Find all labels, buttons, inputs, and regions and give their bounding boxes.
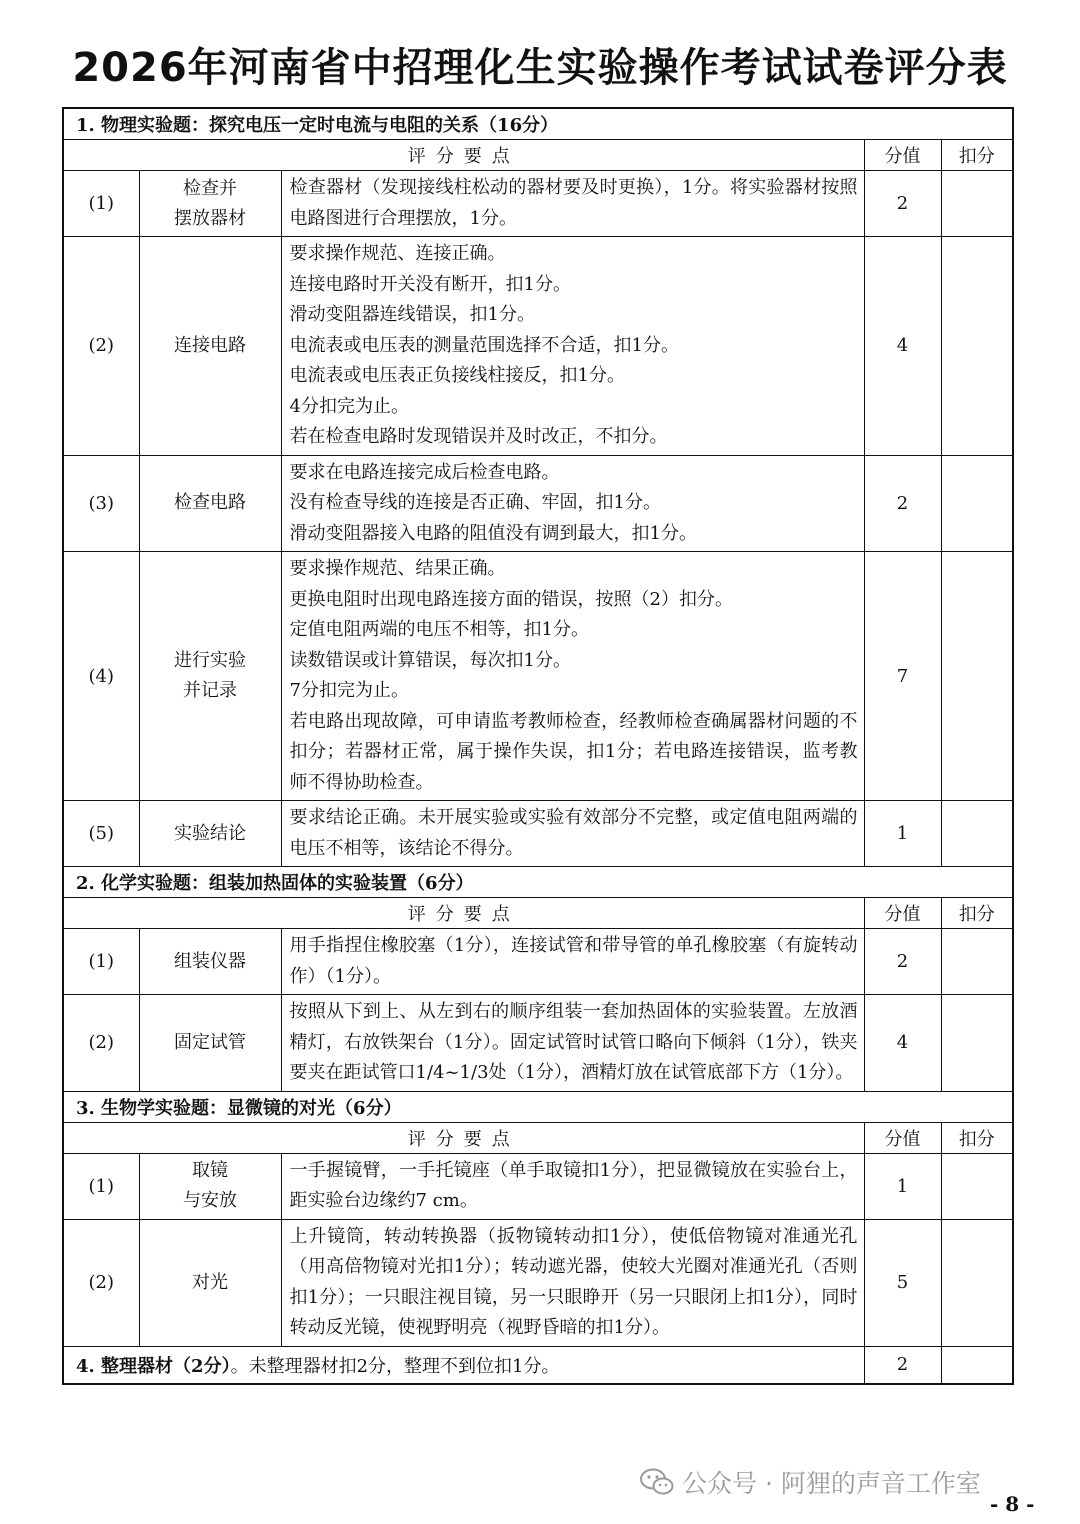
item-number: (3) xyxy=(63,455,139,552)
deduct-cell[interactable] xyxy=(941,801,1013,867)
item-name-line: 进行实验 xyxy=(174,650,246,671)
header-criteria: 评分要点 xyxy=(63,898,864,929)
table-row xyxy=(63,1153,1013,1219)
item-name xyxy=(139,171,281,237)
item-criteria xyxy=(281,171,864,237)
item-score: 2 xyxy=(864,171,941,237)
item-name-line: 固定试管 xyxy=(174,1031,246,1053)
item-name xyxy=(139,455,281,552)
item-number: (1) xyxy=(63,929,139,995)
criteria-line: 要求操作规范、连接正确。 xyxy=(289,243,506,264)
criteria-line: 若电路出现故障，可申请监考教师检查，经教师检查确属器材问题的不扣分；若器材正常，属于操作失误，扣1分；若电路连接错误，监考教师不得协助检查。 xyxy=(289,710,858,793)
item-criteria xyxy=(281,552,864,801)
header-score: 分值 xyxy=(864,898,941,929)
item-name xyxy=(139,801,281,867)
item-name-line: 检查并 xyxy=(183,177,237,199)
item-name-line: 对光 xyxy=(192,1271,228,1293)
criteria-line: 按照从下到上、从左到右的顺序组装一套加热固体的实验装置。左放酒精灯，右放铁架台（1分）。固定试管时试管口略向下倾斜（1分），铁夹要夹在距试管口1/4~1/3处（1分），酒精灯放在试管底部下方（1分）。 xyxy=(289,1001,858,1083)
deduct-cell[interactable] xyxy=(941,1346,1013,1384)
item-name xyxy=(139,929,281,995)
item-name xyxy=(139,552,281,801)
table-row xyxy=(63,455,1013,552)
item-number: (5) xyxy=(63,801,139,867)
header-deduct: 扣分 xyxy=(941,1122,1013,1153)
criteria-line: 要求结论正确。未开展实验或实验有效部分不完整，或定值电阻两端的电压不相等，该结论不得分。 xyxy=(289,807,858,859)
item-criteria xyxy=(281,455,864,552)
deduct-cell[interactable] xyxy=(941,552,1013,801)
item-name-line: 组装仪器 xyxy=(174,950,246,972)
criteria-line: 上升镜筒，转动转换器（扳物镜转动扣1分），使低倍物镜对准通光孔（用高倍物镜对光扣1分）；转动遮光器，使较大光圈对准通光孔（否则扣1分）；一只眼注视目镜，另一只眼睁开（另一只眼闭上扣1分），同时转动反光镜，使视野明亮（视野昏暗的扣1分）。 xyxy=(289,1225,858,1338)
deduct-cell[interactable] xyxy=(941,1153,1013,1219)
watermark-text: 公众号 · 阿狸的声音工作室 xyxy=(682,1469,981,1498)
item-name-line: 取镜 xyxy=(192,1160,228,1181)
table-row xyxy=(63,801,1013,867)
criteria-line: 没有检查导线的连接是否正确、牢固，扣1分。 xyxy=(289,492,661,513)
criteria-line: 滑动变阻器接入电路的阻值没有调到最大，扣1分。 xyxy=(289,522,697,544)
item-number: (4) xyxy=(63,552,139,801)
criteria-line: 要求在电路连接完成后检查电路。 xyxy=(289,461,560,483)
item-score: 2 xyxy=(864,455,941,552)
header-row xyxy=(63,1122,1013,1153)
item-name xyxy=(139,1153,281,1219)
criteria-line: 电流表或电压表正负接线柱接反，扣1分。 xyxy=(289,365,625,386)
item-name xyxy=(139,995,281,1092)
header-criteria: 评分要点 xyxy=(63,1122,864,1153)
deduct-cell[interactable] xyxy=(941,171,1013,237)
item-criteria xyxy=(281,237,864,456)
section-title: 1. 物理实验题：探究电压一定时电流与电阻的关系（16分） xyxy=(63,108,1013,140)
section-title-row xyxy=(63,108,1013,140)
criteria-line: 定值电阻两端的电压不相等，扣1分。 xyxy=(289,619,589,640)
header-criteria: 评分要点 xyxy=(63,140,864,171)
table-row xyxy=(63,171,1013,237)
watermark xyxy=(640,1464,981,1500)
section-title: 2. 化学实验题：组装加热固体的实验装置（6分） xyxy=(63,867,1013,898)
item-number: (1) xyxy=(63,1153,139,1219)
deduct-cell[interactable] xyxy=(941,995,1013,1092)
page-title: 2026年河南省中招理化生实验操作考试试卷评分表 xyxy=(72,45,1008,91)
item-score: 5 xyxy=(864,1219,941,1346)
item-score: 1 xyxy=(864,1153,941,1219)
table-row xyxy=(63,929,1013,995)
item-name-line: 摆放器材 xyxy=(174,207,246,229)
item-criteria xyxy=(281,1153,864,1219)
criteria-line: 电流表或电压表的测量范围选择不合适，扣1分。 xyxy=(289,334,679,356)
item-criteria xyxy=(281,995,864,1092)
header-row xyxy=(63,898,1013,929)
criteria-line: 读数错误或计算错误，每次扣1分。 xyxy=(289,649,571,671)
item-score: 1 xyxy=(864,801,941,867)
header-deduct: 扣分 xyxy=(941,140,1013,171)
criteria-line: 一手握镜臂，一手托镜座（单手取镜扣1分），把显微镜放在实验台上，距实验台边缘约7 cm。 xyxy=(289,1159,858,1211)
scoring-table xyxy=(62,107,1014,1385)
final-text xyxy=(63,1346,864,1384)
final-row xyxy=(63,1346,1013,1384)
section-title-row xyxy=(63,1091,1013,1122)
item-criteria xyxy=(281,929,864,995)
item-name-line: 与安放 xyxy=(183,1190,237,1211)
table-row xyxy=(63,237,1013,456)
deduct-cell[interactable] xyxy=(941,237,1013,456)
item-name-line: 检查电路 xyxy=(174,492,246,514)
criteria-line: 7分扣完为止。 xyxy=(289,680,409,701)
criteria-line: 若在检查电路时发现错误并及时改正，不扣分。 xyxy=(289,426,668,447)
criteria-line: 要求操作规范、结果正确。 xyxy=(289,558,506,579)
criteria-line: 连接电路时开关没有断开，扣1分。 xyxy=(289,273,571,295)
item-criteria xyxy=(281,801,864,867)
header-deduct: 扣分 xyxy=(941,898,1013,929)
header-score: 分值 xyxy=(864,1122,941,1153)
deduct-cell[interactable] xyxy=(941,929,1013,995)
section-title-row xyxy=(63,867,1013,898)
criteria-line: 检查器材（发现接线柱松动的器材要及时更换），1分。将实验器材按照电路图进行合理摆放，1分。 xyxy=(289,177,858,229)
criteria-line: 滑动变阻器连线错误，扣1分。 xyxy=(289,304,535,325)
item-score: 4 xyxy=(864,237,941,456)
header-score: 分值 xyxy=(864,140,941,171)
final-label: 4. 整理器材（2分） xyxy=(76,1355,231,1377)
section-title: 3. 生物学实验题：显微镜的对光（6分） xyxy=(63,1091,1013,1122)
header-row xyxy=(63,140,1013,171)
item-number: (2) xyxy=(63,1219,139,1346)
deduct-cell[interactable] xyxy=(941,1219,1013,1346)
table-row xyxy=(63,1219,1013,1346)
item-name xyxy=(139,1219,281,1346)
table-row xyxy=(63,995,1013,1092)
item-score: 4 xyxy=(864,995,941,1092)
item-number: (1) xyxy=(63,171,139,237)
final-score: 2 xyxy=(864,1346,941,1384)
item-number: (2) xyxy=(63,237,139,456)
item-name-line: 连接电路 xyxy=(174,334,246,356)
criteria-line: 更换电阻时出现电路连接方面的错误，按照（2）扣分。 xyxy=(289,588,733,610)
item-name-line: 实验结论 xyxy=(174,822,246,844)
table-row xyxy=(63,552,1013,801)
item-number: (2) xyxy=(63,995,139,1092)
item-score: 7 xyxy=(864,552,941,801)
criteria-line: 用手指捏住橡胶塞（1分），连接试管和带导管的单孔橡胶塞（有旋转动作）（1分）。 xyxy=(289,935,858,987)
deduct-cell[interactable] xyxy=(941,455,1013,552)
item-name-line: 并记录 xyxy=(183,680,237,701)
final-desc: 。未整理器材扣2分，整理不到位扣1分。 xyxy=(230,1355,560,1377)
criteria-line: 4分扣完为止。 xyxy=(289,395,409,417)
item-score: 2 xyxy=(864,929,941,995)
item-name xyxy=(139,237,281,456)
page-number: - 8 - xyxy=(990,1492,1035,1516)
wechat-icon xyxy=(640,1468,674,1496)
item-criteria xyxy=(281,1219,864,1346)
